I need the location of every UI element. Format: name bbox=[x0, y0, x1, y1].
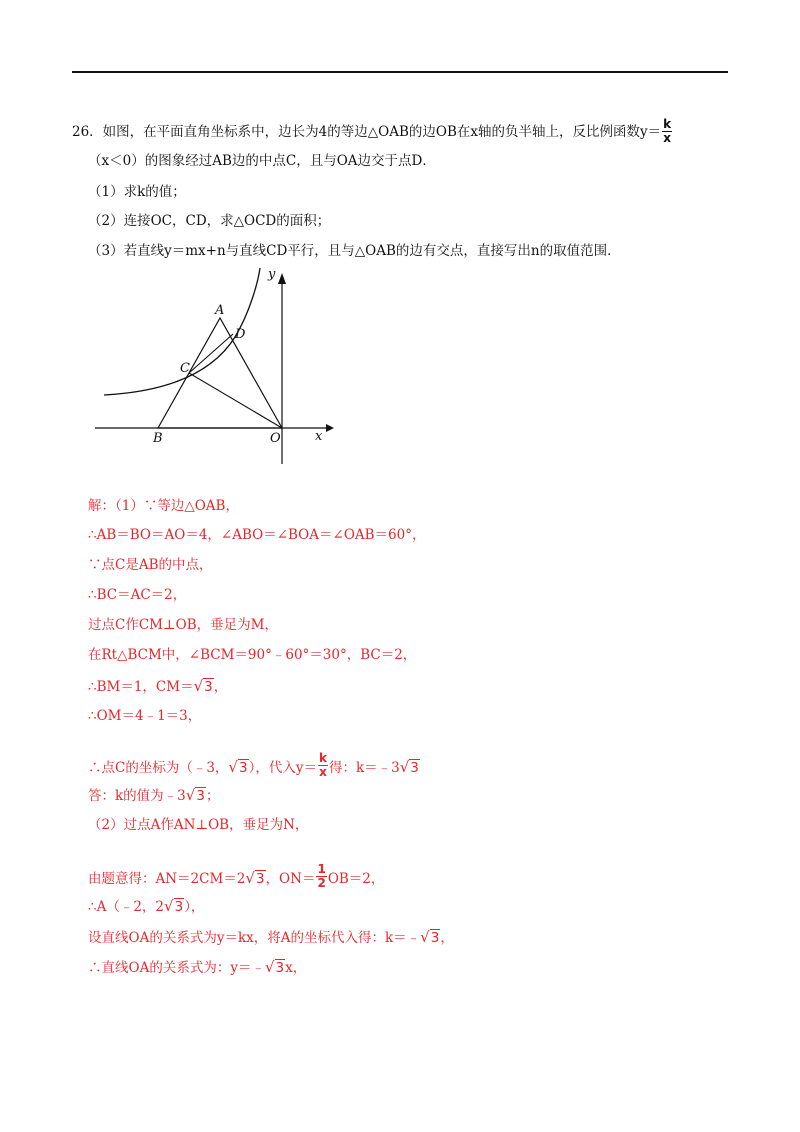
triangle-oab bbox=[158, 318, 282, 428]
fraction-k-over-x: $\frac{k}{x}$ bbox=[318, 751, 327, 779]
solution-line-2: ∴AB＝BO＝AO＝4，∠ABO＝∠BOA＝∠OAB＝60°， bbox=[88, 527, 426, 543]
label-a: A bbox=[215, 303, 225, 318]
solution-line-1: 解：（1）∵等边△OAB， bbox=[88, 498, 239, 514]
sqrt-3: √3 bbox=[264, 958, 285, 976]
sqrt-3: √3 bbox=[185, 786, 205, 804]
question-2: （2）连接OC，CD，求△OCD的面积； bbox=[88, 213, 331, 229]
solution-line-10: 答：k的值为﹣3√3； bbox=[88, 786, 220, 804]
solution-line-4: ∴BC＝AC＝2， bbox=[88, 587, 187, 603]
header-rule bbox=[72, 71, 728, 73]
label-o: O bbox=[270, 431, 281, 446]
x-axis-arrow-icon bbox=[326, 424, 334, 432]
problem-line-2: （x＜0）的图象经过AB边的中点C，且与OA边交于点D． bbox=[88, 153, 436, 169]
geometry-figure bbox=[90, 262, 350, 472]
sqrt-3: √3 bbox=[164, 897, 184, 915]
label-c: C bbox=[180, 361, 190, 376]
solution-line-12: 由题意得：AN＝2CM＝2√3，ON＝ $\frac{1}{2}$ OB＝2， bbox=[88, 862, 385, 890]
solution-line-8: ∴OM＝4﹣1＝3， bbox=[88, 708, 202, 724]
segment-cd bbox=[189, 334, 233, 373]
y-axis-arrow-icon bbox=[278, 273, 286, 284]
question-1: （1）求k的值； bbox=[88, 184, 186, 200]
sqrt-3: √3 bbox=[193, 677, 213, 695]
fraction-one-half: $\frac{1}{2}$ bbox=[317, 862, 326, 890]
segment-oc bbox=[189, 373, 282, 428]
solution-line-6: 在Rt△BCM中，∠BCM＝90°﹣60°＝30°，BC＝2， bbox=[88, 647, 417, 663]
sqrt-3: √3 bbox=[245, 869, 265, 887]
solution-line-7: ∴BM＝1，CM＝√3， bbox=[88, 677, 228, 695]
solution-line-14: 设直线OA的关系式为y＝kx，将A的坐标代入得：k＝﹣√3， bbox=[88, 928, 454, 946]
solution-line-5: 过点C作CM⊥OB，垂足为M， bbox=[88, 617, 278, 633]
sqrt-3: √3 bbox=[399, 758, 419, 776]
solution-line-15: ∴直线OA的关系式为：y＝﹣√3x， bbox=[88, 958, 307, 976]
fraction-k-over-x: $\frac{k}{x}$ bbox=[663, 117, 672, 145]
solution-line-11: （2）过点A作AN⊥OB，垂足为N， bbox=[88, 817, 309, 833]
solution-line-13: ∴A（﹣2，2√3）， bbox=[88, 897, 205, 915]
solution-line-3: ∵点C是AB的中点， bbox=[88, 557, 213, 573]
label-d: D bbox=[235, 327, 246, 342]
label-y: y bbox=[268, 267, 276, 282]
problem-line-1: 26．如图，在平面直角坐标系中，边长为4的等边△OAB的边OB在x轴的负半轴上，反比例函数y＝ $\frac{k}{x}$ bbox=[72, 117, 672, 145]
sqrt-3: √3 bbox=[228, 758, 248, 776]
question-3: （3）若直线y＝mx+n与直线CD平行，且与△OAB的边有交点，直接写出n的取值范围． bbox=[88, 243, 621, 259]
solution-line-9: ∴点C的坐标为（﹣3，√3），代入y＝ $\frac{k}{x}$ 得：k＝﹣3√3 bbox=[88, 751, 419, 779]
sqrt-3: √3 bbox=[420, 928, 440, 946]
label-x: x bbox=[315, 429, 323, 444]
label-b: B bbox=[153, 431, 163, 446]
